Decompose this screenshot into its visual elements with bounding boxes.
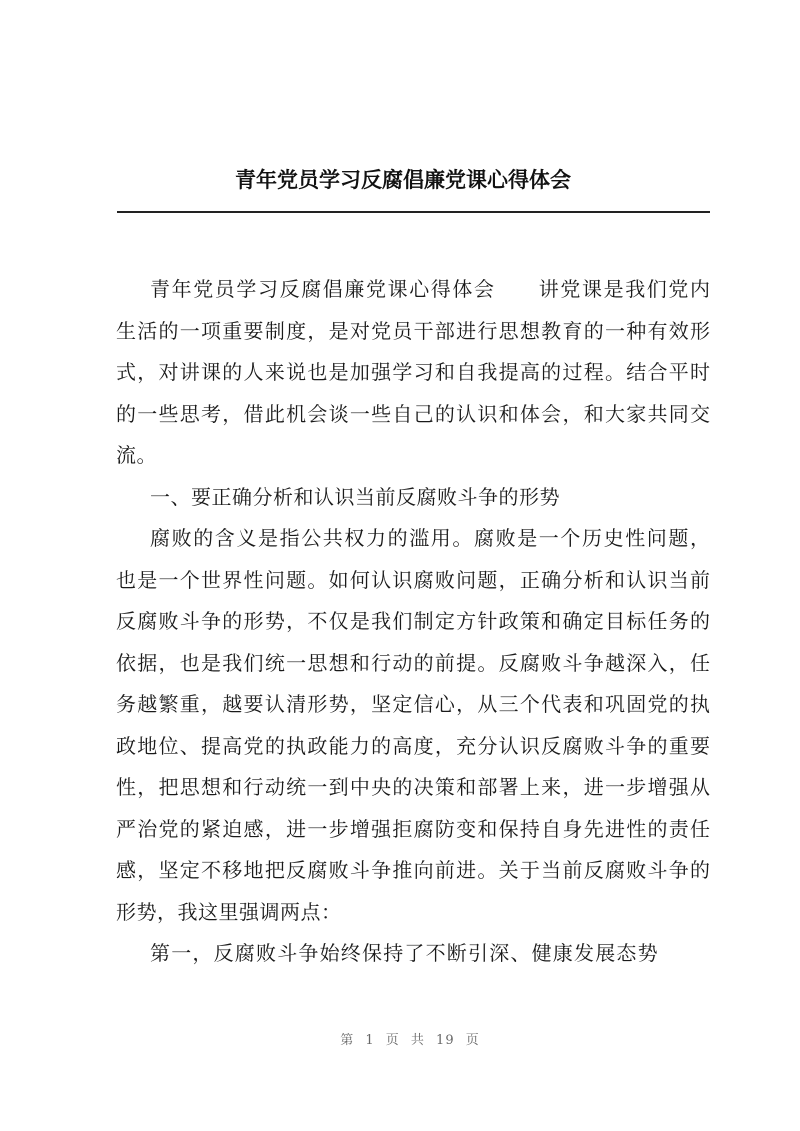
section-heading-text: 一、要正确分析和认识当前反腐败斗争的形势 bbox=[150, 484, 560, 509]
body-text-line: 的一些思考，借此机会谈一些自己的认识和体会，和大家共同交 bbox=[116, 401, 710, 426]
body-text-line: 式，对讲课的人来说也是加强学习和自我提高的过程。结合平时 bbox=[116, 360, 710, 384]
body-text-line: 也是一个世界性问题。如何认识腐败问题，正确分析和认识当前 bbox=[116, 567, 710, 592]
body-text-line: 生活的一项重要制度，是对党员干部进行思想教育的一种有效形 bbox=[116, 318, 710, 343]
paragraph-corruption bbox=[116, 518, 710, 933]
paragraph-first-point bbox=[116, 933, 710, 975]
section-heading bbox=[116, 477, 710, 519]
paragraph-intro bbox=[116, 269, 710, 477]
body-text-line: 第一，反腐败斗争始终保持了不断引深、健康发展态势 bbox=[150, 941, 659, 965]
page-footer: 第 1 页 共 19 页 bbox=[340, 1033, 480, 1048]
body-text-line: 青年党员学习反腐倡廉党课心得体会 讲党课是我们党内 bbox=[150, 277, 710, 301]
body-text-line: 腐败的含义是指公共权力的滥用。腐败是一个历史性问题， bbox=[150, 526, 710, 550]
title-divider bbox=[117, 211, 710, 213]
body-text-line: 务越繁重，越要认清形势，坚定信心，从三个代表和巩固党的执 bbox=[116, 692, 710, 716]
document-title: 青年党员学习反腐倡廉党课心得体会 bbox=[235, 168, 571, 192]
body-text-line: 流。 bbox=[116, 443, 157, 467]
body-text-line: 政地位、提高党的执政能力的高度，充分认识反腐败斗争的重要 bbox=[116, 733, 710, 758]
body-text-line: 反腐败斗争的形势，不仅是我们制定方针政策和确定目标任务的 bbox=[116, 609, 710, 633]
document-body bbox=[116, 269, 710, 975]
body-text-line: 形势，我这里强调两点： bbox=[116, 899, 342, 924]
body-text-line: 严治党的紧迫感，进一步增强拒腐防变和保持自身先进性的责任 bbox=[116, 816, 710, 841]
body-text-line: 依据，也是我们统一思想和行动的前提。反腐败斗争越深入，任 bbox=[116, 650, 710, 675]
body-text-line: 性，把思想和行动统一到中央的决策和部署上来，进一步增强从 bbox=[116, 775, 710, 799]
body-text-line: 感，坚定不移地把反腐败斗争推向前进。关于当前反腐败斗争的 bbox=[116, 858, 710, 882]
